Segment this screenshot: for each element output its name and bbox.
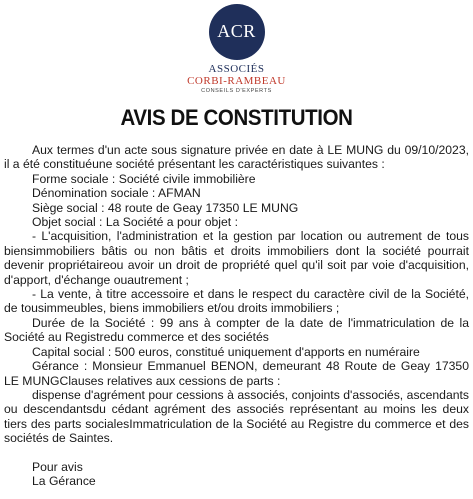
paragraph-objet-social: Objet social : La Société a pour objet : [32, 215, 238, 230]
paragraph-objet-acquisition: - L'acquisition, l'administration et la gestion par location ou autrement de tous biensimmobiliers bâtis ou non bâtis et droits immobiliers dont la société pourrait devenir propriétaireou avoir un droit de propriété quel qu'il soit par voie d'acquisition, d'apport, d'échange ouautrement ; [4, 229, 469, 287]
paragraph-denomination: Dénomination sociale : AFMAN [32, 186, 201, 201]
paragraph-capital: Capital social : 500 euros, constitué uniquement d'apports en numéraire [32, 344, 420, 359]
logo-line-tagline: CONSEILS D'EXPERTS [201, 88, 272, 94]
paragraph-intro: Aux termes d'un acte sous signature privée en date à LE MUNG du 09/10/2023, il a été constituéune société présentant les caractéristiques suivantes : [4, 143, 469, 172]
paragraph-forme-sociale: Forme sociale : Société civile immobilière [32, 171, 256, 186]
paragraph-gerance: Gérance : Monsieur Emmanuel BENON, demeurant 48 Route de Geay 17350 LE MUNGClauses relatives aux cessions de parts : [4, 359, 469, 388]
logo-monogram: ACR [217, 21, 256, 41]
paragraph-duree: Durée de la Société : 99 ans à compter de la date de l'immatriculation de la Société au Registredu commerce et des sociétés [4, 315, 469, 345]
paragraph-objet-vente: - La vente, à titre accessoire et dans le respect du caractère civil de la Société, de tousimmeubles, biens immobiliers et/ou droits immobiliers ; [4, 287, 469, 316]
signature-pour-avis: Pour avis [32, 459, 83, 474]
logo-line-associes: ASSOCIÉS [208, 63, 265, 75]
notice-body [4, 143, 469, 488]
signature-spacer [4, 446, 469, 460]
paragraph-cessions: dispense d'agrément pour cessions à associés, conjoints d'associés, ascendants ou descendantsdu cédant agrément des associés représentant au moins les deux tiers des parts socialesImmatriculation de la Société au Registre du commerce et des sociétés de Saintes. [4, 387, 469, 446]
notice-title: AVIS DE CONSTITUTION [120, 105, 353, 130]
logo-circle [209, 4, 265, 60]
company-logo [0, 4, 473, 95]
signature-gerance: La Gérance [32, 473, 96, 488]
paragraph-siege-social: Siège social : 48 route de Geay 17350 LE MUNG [32, 200, 299, 215]
logo-line-company-name: CORBI-RAMBEAU [187, 75, 286, 87]
